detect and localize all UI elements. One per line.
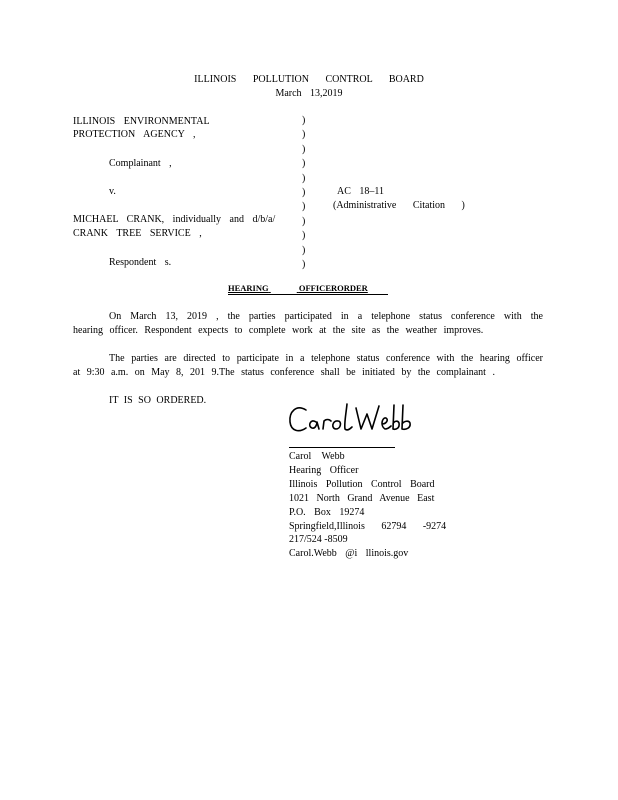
caption-paren: ) — [302, 115, 306, 126]
caption-paren: ) — [302, 186, 306, 198]
body-paragraph-2: The parties are directed to participate in a telephone status conference with the hearing officer at 9:30 a.m. on May 8, 201 9.The status conference shall be initiated by the complainant . — [73, 353, 543, 378]
caption-paren: ) — [302, 230, 306, 242]
respondent-label: Respondent s. — [109, 257, 172, 268]
complainant-name-line2: PROTECTION AGENCY , — [73, 129, 196, 140]
caption-paren: ) — [302, 244, 306, 256]
complainant-label: Complainant , — [109, 158, 172, 169]
case-number: AC 18–11 — [337, 186, 385, 197]
caption-paren: ) — [302, 258, 306, 270]
document-title — [228, 283, 388, 295]
caption-paren: ) — [302, 143, 306, 155]
respondent-name-line1: MICHAEL CRANK, individually and d/b/a/ — [73, 214, 276, 225]
caption-paren: ) — [302, 215, 306, 227]
signer-po-box: P.O. Box 19274 — [289, 506, 365, 518]
signer-street: 1021 North Grand Avenue East — [289, 492, 435, 504]
signature-block — [289, 450, 446, 561]
signer-name: Carol Webb — [289, 451, 345, 462]
caption-paren: ) — [302, 172, 306, 184]
body-paragraph-1: On March 13, 2019 , the parties participated in a telephone status conference with the hearing officer. Respondent expects to complete work at the site as the weather improves. — [73, 311, 543, 336]
caption-paren: ) — [302, 129, 306, 141]
versus-label: v. — [109, 186, 116, 197]
case-type: (Administrative Citation ) — [333, 200, 465, 211]
caption-parenthesis-column — [302, 114, 305, 272]
title-part2: OFFICERORDER — [298, 283, 368, 293]
handwritten-signature — [286, 400, 416, 442]
complainant-name-line1: ILLINOIS ENVIRONMENTAL — [73, 116, 210, 127]
board-name: ILLINOIS POLLUTION CONTROL BOARD — [194, 74, 424, 85]
signer-phone: 217/524 -8509 — [289, 534, 348, 546]
caption-paren: ) — [302, 158, 306, 170]
signer-city: Springfield,Illinois 62794 -9274 — [289, 520, 447, 532]
respondent-name-line2: CRANK TREE SERVICE , — [73, 228, 202, 239]
closing-statement: IT IS SO ORDERED. — [109, 395, 207, 406]
signer-title: Hearing Officer — [289, 464, 359, 476]
title-part1: HEARING — [228, 283, 269, 293]
signer-org: Illinois Pollution Control Board — [289, 478, 435, 490]
caption-paren: ) — [302, 201, 306, 213]
signature-line — [289, 447, 395, 448]
document-date: March 13,2019 — [275, 88, 343, 99]
signer-email: Carol.Webb @i llinois.gov — [289, 548, 409, 560]
